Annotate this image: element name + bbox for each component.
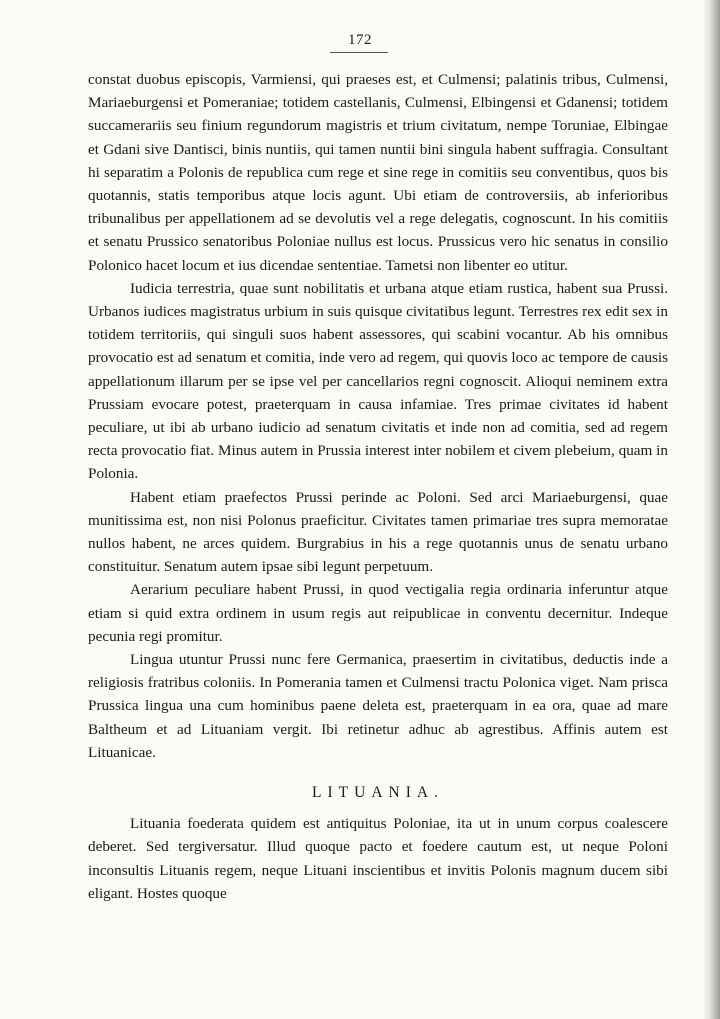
paragraph-iudicia: Iudicia terrestria, quae sunt nobilitatis et urbana atque etiam rustica, habent sua Prussi. Urbanos iudices magistratus urbium in suis quisque civitatibus legunt. Terrestres rex edit sex in totidem territoriis, qui singuli suos habent assessores, qui scabini vocantur. Ab his omnibus provocatio est ad senatum et comitia, inde vero ad regem, qui quovis loco ac tempore de causis appellationum illarum per se ipse vel per cancellarios regni cognoscit. Alioqui neminem extra Prussiam evocare potest, praeterquam in causa infamiae. Tres primae civitates id habent peculiare, ut ibi ab urbano iudicio ad senatum civitatis et inde non ad comitia, sed ad regem recta provocatio fiat. Minus autem in Prussia interest inter nobilem et civem plebeium, quam in Polonia.	[88, 279, 668, 483]
paragraph-lingua: Lingua utuntur Prussi nunc fere Germanica, praesertim in civitatibus, deductis inde a religiosis fratribus coloniis. In Pomerania tamen et Culmensi tractu Polonica viget. Nam prisca Prussica lingua una cum hominibus paene deleta est, praeterquam in ea ora, quae ad mare Baltheum et ad Lituaniam vergit. Ibi retinetur adhuc ab agrestibus. Affinis autem est Lituanicae.	[88, 651, 668, 761]
page-number-rule	[330, 52, 388, 53]
paragraph-lituania: Lituania foederata quidem est antiquitus Poloniae, ita ut in unum corpus coalescere deberet. Sed tergiversatur. Illud quoque pacto et foedere cautum est, ut neque Poloni inconsultis Lituanis regem, neque Lituani inscientibus et invitis Polonis magnum ducem sibi eligant. Hostes quoque	[88, 815, 668, 902]
scan-binding-edge	[704, 0, 720, 1019]
section-heading: LITUANIA.	[312, 784, 444, 802]
body-text	[88, 68, 668, 905]
page-number: 172	[348, 32, 372, 48]
paragraph-praefecti: Habent etiam praefectos Prussi perinde ac Poloni. Sed arci Mariaeburgensi, quae munitissima est, non nisi Polonus praeficitur. Civitates tamen primariae tres supra memoratae nullos habent, ne arces quidem. Burgrabius in his a rege quotannis unus de senatu urbano constituitur. Senatum autem ipsae sibi legunt perpetuum.	[88, 488, 668, 576]
paragraph-aerarium: Aerarium peculiare habent Prussi, in quod vectigalia regia ordinaria inferuntur atque etiam si quid extra ordinem in usum regis aut reipublicae in conventu decernitur. Indeque pecunia regi promitur.	[88, 581, 668, 645]
paragraph-continuation: constat duobus episcopis, Varmiensi, qui praeses est, et Culmensi; palatinis tribus, Culmensi, Mariaeburgensi et Pomeraniae; totidem castellanis, Culmensi, Elbingensi et Gdanensi; totidem succamerariis seu finium regundorum magistris et trium civitatum, nempe Toruniae, Elbingae et Gdani sive Dantisci, binis nuntiis, qui tamen nuntii bini singula habent suffragia. Consultant hi separatim a Polonis de republica cum rege et sine rege in comitiis seu conventibus, quos bis quotannis, statis temporibus atque locis agunt. Ubi etiam de controversiis, ab inferioribus tribunalibus per appellationem ad se devolutis vel a rege delegatis, cognoscunt. In his comitiis et senatu Prussico senatoribus Poloniae nullus est locus. Prussicus vero hic senatus in consilio Polonico hacet locum et ius dicendae sententiae. Tametsi non libenter eo utitur.	[88, 71, 668, 274]
